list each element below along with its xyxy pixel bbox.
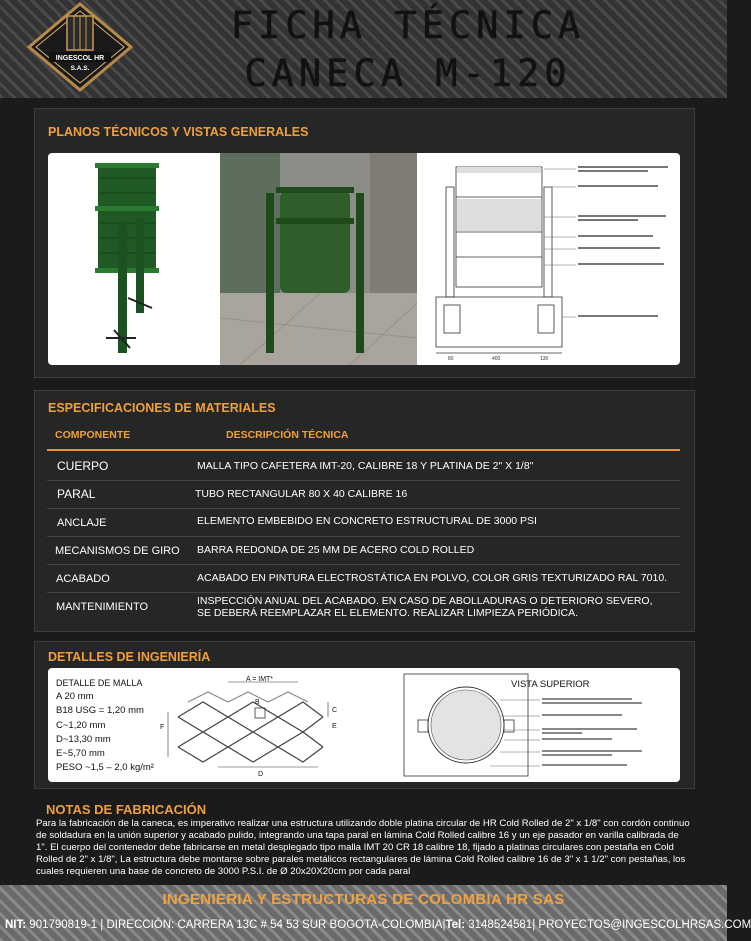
label-e: E bbox=[332, 723, 337, 730]
mesh-spec-d: D~13,30 mm bbox=[56, 733, 111, 745]
label-f: F bbox=[160, 724, 165, 731]
footer bbox=[0, 885, 751, 941]
dim-2: 400 bbox=[492, 356, 501, 362]
tel-value: 3148524581 bbox=[468, 919, 533, 931]
table-row bbox=[47, 564, 680, 593]
label-b: B bbox=[255, 699, 260, 706]
tel-label: Tel: bbox=[445, 919, 466, 931]
row-description: TUBO RECTANGULAR 80 X 40 CALIBRE 16 bbox=[195, 488, 408, 500]
row-description: MALLA TIPO CAFETERA IMT-20, CALIBRE 18 Y PLATINA DE 2" X 1/8" bbox=[197, 460, 534, 472]
top-view-title: VISTA SUPERIOR bbox=[511, 679, 590, 690]
plans-title: PLANOS TÉCNICOS Y VISTAS GENERALES bbox=[48, 125, 309, 139]
header bbox=[0, 0, 727, 98]
page-title: FICHA TÉCNICA bbox=[230, 4, 586, 47]
notes-text: Para la fabricación de la caneca, es imperativo realizar una estructura utilizando doble platina circular de HR Cold Rolled de 2" x 1/8" con cordón continuo de soldadura en la unión superior y acabado pulido, integrando una tapa paral en lámina Cold Rolled calibre 16 y un eje pasador en varilla calibrada de 1". El cuerpo del contenedor debe fabricarse en metal desplegado tipo malla IMT 20 CR 18 calibre 18, fijado a platinas circulares con pestaña en Cold Rolled de 2" x 1/8", La estructura debe montarse sobre parales metálicos rectangulares de lámina Cold Rolled calibre 16 de 3" x 1 1/2" con pestañas, los cuales requieren una base de concreto de 3000 P.S.I. de Ø 20x20X20cm por cada paral bbox=[36, 818, 690, 877]
specs-title: ESPECIFICACIONES DE MATERIALES bbox=[48, 401, 276, 415]
address-label: DIRECCIÓN: bbox=[106, 919, 175, 931]
plans-image-box bbox=[48, 153, 680, 365]
mesh-spec-c: C~1,20 mm bbox=[56, 719, 106, 731]
mesh-spec-b: B18 USG = 1,20 mm bbox=[56, 705, 144, 717]
plans-panel bbox=[34, 108, 695, 378]
mesh-spec-e: E~5,70 mm bbox=[56, 748, 105, 760]
column-header-component: COMPONENTE bbox=[55, 429, 131, 441]
technical-drawing bbox=[426, 157, 676, 362]
dim-1: 80 bbox=[448, 356, 454, 362]
product-render-image bbox=[58, 158, 208, 358]
company-name: INGENIERIA Y ESTRUCTURAS DE COLOMBIA HR SAS bbox=[162, 891, 565, 908]
column-header-description: DESCRIPCIÓN TÉCNICA bbox=[226, 429, 349, 441]
logo-text-2: S.A.S. bbox=[70, 65, 90, 72]
row-description: ELEMENTO EMBEBIDO EN CONCRETO ESTRUCTURAL DE 3000 PSI bbox=[197, 515, 537, 527]
specs-panel bbox=[34, 390, 695, 632]
dim-3: 130 bbox=[540, 356, 549, 362]
label-c: C bbox=[332, 707, 338, 714]
row-component: ACABADO bbox=[56, 573, 110, 585]
row-component: ANCLAJE bbox=[57, 517, 107, 529]
table-row bbox=[47, 592, 680, 622]
row-component: PARAL bbox=[57, 487, 96, 501]
table-row bbox=[47, 452, 680, 481]
mesh-spec-a: A 20 mm bbox=[56, 691, 94, 703]
row-description-line2: SE DEBERÁ REEMPLAZAR EL ELEMENTO. REALIZAR LIMPIEZA PERIÓDICA. bbox=[197, 607, 579, 619]
address-value: CARRERA 13C # 54 53 SUR BOGOTA-COLOMBIA bbox=[177, 919, 443, 931]
contact-line: NIT: 901790819-1 | DIRECCIÓN: CARRERA 13C # 54 53 SUR BOGOTA-COLOMBIA|Tel: 3148524581| PROYECTOS@INGESCOLHRSAS.COM bbox=[5, 919, 751, 931]
engineering-box bbox=[48, 668, 680, 782]
mesh-weight: PESO ~1,5 – 2,0 kg/m² bbox=[56, 762, 154, 774]
top-view-drawing bbox=[400, 670, 672, 780]
mesh-title: DETALLE DE MALLA bbox=[56, 678, 143, 688]
label-d: D bbox=[258, 771, 264, 778]
nit-label: NIT: bbox=[5, 919, 27, 931]
mesh-diagram bbox=[148, 672, 348, 778]
row-description: BARRA REDONDA DE 25 MM DE ACERO COLD ROLLED bbox=[197, 544, 475, 556]
row-description: ACABADO EN PINTURA ELECTROSTÁTICA EN POLVO, COLOR GRIS TEXTURIZADO RAL 7010. bbox=[197, 572, 668, 584]
table-row bbox=[47, 480, 680, 509]
engineering-title: DETALLES DE INGENIERÍA bbox=[48, 650, 211, 664]
row-component: MANTENIMIENTO bbox=[56, 601, 149, 613]
nit-value: 901790819-1 bbox=[29, 919, 98, 931]
label-a: A = IMT* bbox=[246, 676, 274, 683]
notes-title: NOTAS DE FABRICACIÓN bbox=[46, 802, 207, 817]
header-divider bbox=[47, 449, 680, 451]
page-subtitle: CANECA M-120 bbox=[244, 52, 572, 95]
product-photo-image bbox=[220, 153, 417, 365]
table-row bbox=[47, 508, 680, 537]
row-description: INSPECCIÓN ANUAL DEL ACABADO. EN CASO DE ABOLLADURAS O DETERIORO SEVERO, bbox=[197, 595, 653, 607]
logo-text-1: INGESCOL HR bbox=[55, 55, 105, 62]
row-component: MECANISMOS DE GIRO bbox=[55, 545, 180, 557]
row-component: CUERPO bbox=[57, 459, 109, 473]
engineering-panel bbox=[34, 641, 695, 789]
table-row bbox=[47, 536, 680, 565]
company-logo bbox=[27, 2, 133, 92]
email-link[interactable]: PROYECTOS@INGESCOLHRSAS.COM bbox=[538, 919, 751, 931]
